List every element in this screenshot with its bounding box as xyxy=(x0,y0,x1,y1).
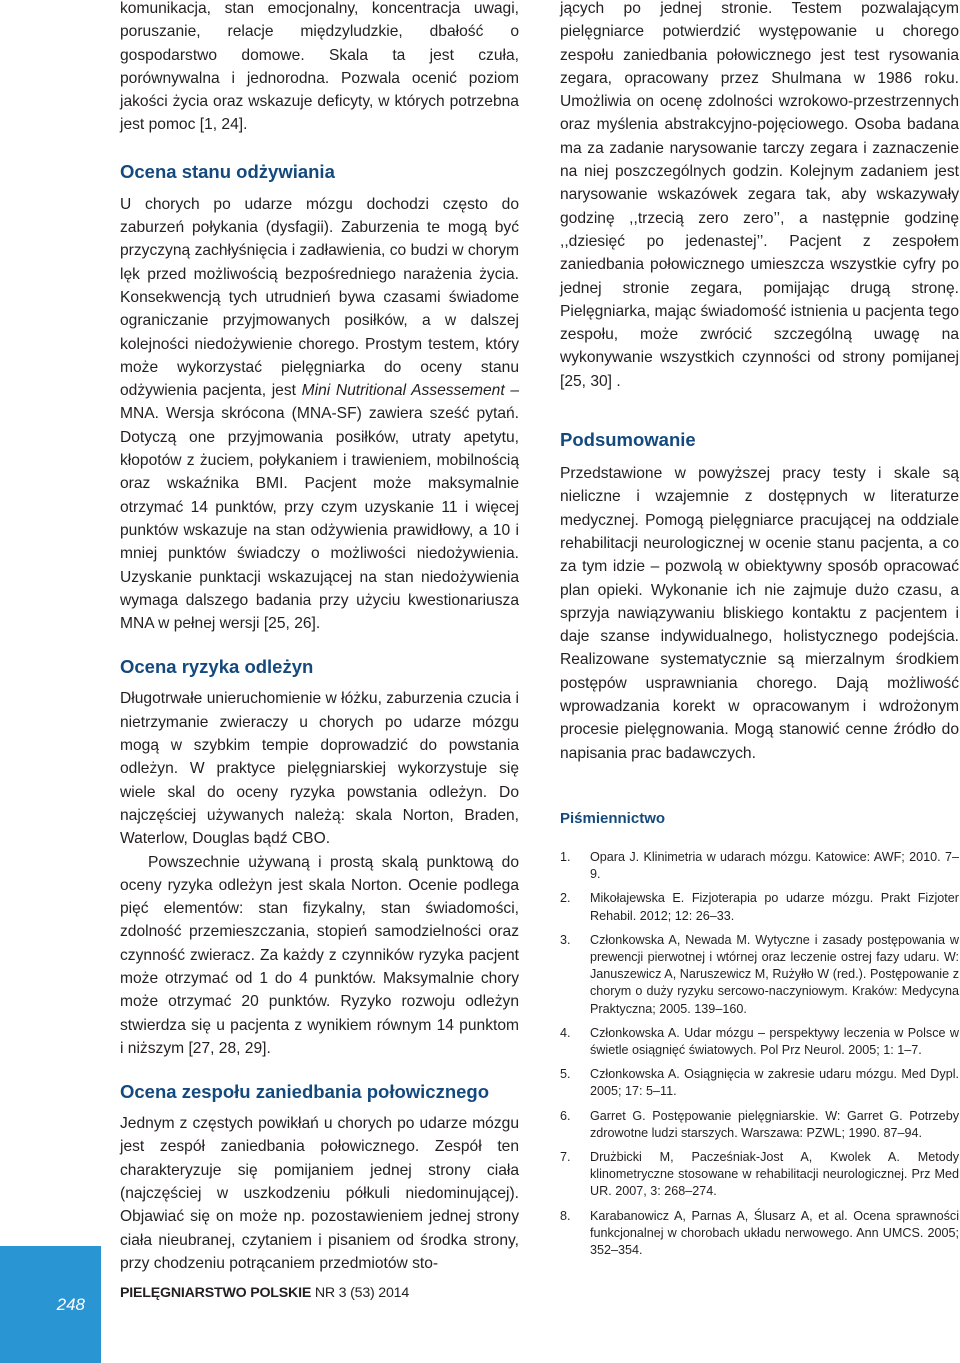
heading-pressure-ulcers: Ocena ryzyka odleżyn xyxy=(120,656,314,678)
reference-item: 6. Garret G. Postępowanie pielęgniarskie. W: Garret G. Potrzeby zdrowotne ludzi starszych. Warszawa: PZWL; 1990. 87–94. xyxy=(560,1108,959,1140)
paragraph-pressure-1: Długotrwałe unieruchomienie w łóżku, zaburzenia czucia i nietrzymanie zwieraczy u chorych po udarze mózgu mogą w szybkim tempie doprowadzić do powstania odleżyn. W praktyce pielęgniarskiej wykorzystuje się wiele skal do oceny ryzyka powstania odleżyn. Do najczęściej używanych należą: skala Norton, Braden, Waterlow, Douglas bądź CBO. xyxy=(120,690,519,848)
heading-neglect: Ocena zespołu zaniedbania połowicznego xyxy=(120,1081,490,1103)
paragraph-nutrition: U chorych po udarze mózgu dochodzi często do zaburzeń połykania (dysfagii). Zaburzenia te mogą być przyczyną zachłyśnięcia i zadławienia, co budzi w chorym lęk przed możliwością bezpośredniego narażenia życia. Konsekwencją tych utrudnień bywa czasami świadome ograniczanie przyjmowanych posiłków, a w dalszej kolejności niedożywienie chorego. Prostym testem, który może wykorzystać pielęgniarka do oceny stanu odżywienia pacjenta, jest Mini Nutritional Assessement – MNA. Wersja skrócona (MNA-SF) zawiera sześć pytań. Dotyczą one przyjmowania posiłków, utraty apetytu, kłopotów z żuciem, połykaniem i trawieniem, mobilnością oraz wskaźnika BMI. Pacjent może maksymalnie otrzymać 14 punktów, przy czym uzyskanie 11 i więcej punktów wskazuje na stan odżywienia prawidłowy, a 10 i mniej punktów świadczy o możliwości niedożywienia. Uzyskanie punktacji wskazującej na stan niedożywienia wymaga dalszego badania przy użyciu kwestionariusza MNA w pełnej wersji [25, 26]. xyxy=(120,195,520,633)
heading-summary: Podsumowanie xyxy=(560,429,696,451)
reference-list xyxy=(560,849,959,1259)
reference-item: 4. Członkowska A. Udar mózgu – perspektywy leczenia w Polsce w świetle osiągnięć światowych. Pol Prz Neurol. 2005; 1: 1–7. xyxy=(560,1025,959,1057)
reference-item: 8. Karabanowicz A, Parnas A, Ślusarz A, et al. Ocena sprawności funkcjonalnej w chorobach układu nerwowego. Ann UMCS. 2005; 352–354. xyxy=(560,1208,959,1257)
heading-nutrition: Ocena stanu odżywiania xyxy=(120,160,335,182)
page-number: 248 xyxy=(0,1246,101,1363)
reference-item: 7. Drużbicki M, Pacześniak-Jost A, Kwolek A. Metody klinometryczne stosowane w rehabilitacji neurologicznej. Prz Med UR. 2007, 3: 268–274. xyxy=(560,1149,959,1199)
page-footer xyxy=(0,1246,960,1363)
paragraph-quality-of-life-cont: komunikacja, stan emocjonalny, koncentracja uwagi, poruszanie, relacje międzyludzkie, dbałość o gospodarstwo domowe. Skala ta jest czuła, porównywalna i jednorodna. Pozwala ocenić poziom jakości życia oraz wskazuje deficyty, w których potrzebna jest pomoc [1, 24]. xyxy=(120,0,519,134)
reference-item: 3. Członkowska A, Newada M. Wytyczne i zasady postępowania w prewencji pierwotnej i wtórnej oraz leczenie ostrej fazy udaru. W: Januszewicz A, Naruszewicz M, Rużyłło W (red.). Postępowanie z chorym o duży ryzyku sercowo-naczyniowym. Kraków: Medycyna Praktyczna; 2005. 139–160. xyxy=(560,932,959,1016)
reference-item: 5. Członkowska A. Osiągnięcia w zakresie udaru mózgu. Med Dypl. 2005; 17: 5–11. xyxy=(560,1067,959,1099)
paragraph-neglect-cont: jących po jednej stronie. Testem pozwalającym pielęgniarce potwierdzić występowanie u chorego zespołu zaniedbania połowicznego jest test rysowania zegara, opracowany przez Shulmana w 1986 roku. Umożliwia on ocenę zdolności wzrokowo-przestrzennych oraz myślenia abstrakcyjno-pojęciowego. Osoba badana ma za zadanie narysowanie tarczy zegara i zaznaczenie na niej poszczególnych godzin. Kolejnym zadaniem jest narysowanie wskazówek zegara tak, aby wskazywały godzinę ,,trzecią zero zero’’, a następnie godzinę ,,dziesięć po jedenastej’’. Pacjent z zespołem zaniedbania połowicznego umieszcza wszystkie cyfry po jednej stronie zegara, pomijając drugą stronę. Pielęgniarka, mając świadomość istnienia u pacjenta tego zespołu, może zwrócić szczególną uwagę na wykonywanie wszystkich czynności od strony pomijanej [25, 30] . xyxy=(560,0,959,390)
paragraph-neglect: Jednym z częstych powikłań u chorych po udarze mózgu jest zespół zaniedbania połowicznego. Zespół ten charakteryzuje się pomijaniem jednej strony ciała (najczęściej w uszkodzeniu półkuli niedominującej). Objawiać się on może np. pozostawieniem jednej strony ciała nieubranej, czytaniem i pisaniem od środka strony, przy chodzeniu potrącaniem przedmiotów sto- xyxy=(120,1115,519,1272)
right-column xyxy=(560,0,959,1266)
heading-references: Piśmiennictwo xyxy=(560,809,666,827)
reference-item: 2. Mikołajewska E. Fizjoterapia po udarze mózgu. Prakt Fizjoter Rehabil. 2012; 12: 26–33. xyxy=(560,891,959,923)
left-column xyxy=(120,0,519,1275)
paragraph-summary: Przedstawione w powyższej pracy testy i skale są nieliczne i wzajemnie z dostępnych w literaturze medycznej. Pomogą pielęgniarce pracującej na oddziale rehabilitacji neurologicznej w ocenie stanu pacjenta, a co za tym idzie – pozwolą w obiektywny sposób opracować plan opieki. Wykonanie ich nie zajmuje dużo czasu, a sprzyja nawiązywaniu bliskiego kontaktu z pacjentem i daje szanse indywidualnego, holistycznego podejścia. Realizowane systematycznie są mierzalnym środkiem postępów usprawniania chorego. Dają możliwość wprowadzania korekt w opracowanym i wdrożonym procesie pielęgnowania. Mogą stanowić cenne źródło do napisania prac badawczych. xyxy=(560,465,959,762)
reference-item: 1. Opara J. Klinimetria w udarach mózgu. Katowice: AWF; 2010. 7–9. xyxy=(560,849,959,882)
paragraph-pressure-2: Powszechnie używaną i prostą skalą punktową do oceny ryzyka odleżyn jest skala Norton. Ocenie podlega pięć elementów: stan fizykalny, stan świadomości, zdolność przemieszczania, stopień samodzielności oraz czynność zwieracz. Za każdy z czynników ryzyka pacjent może otrzymać od 1 do 4 punktów. Maksymalnie chory może otrzymać 20 punktów. Ryzyko rozwoju odleżyn stwierdza się u pacjenta z wynikiem równym 14 punktom i niższym [27, 28, 29]. xyxy=(120,853,519,1057)
journal-title: PIELĘGNIARSTWO POLSKIE NR 3 (53) 2014 xyxy=(120,1285,410,1301)
